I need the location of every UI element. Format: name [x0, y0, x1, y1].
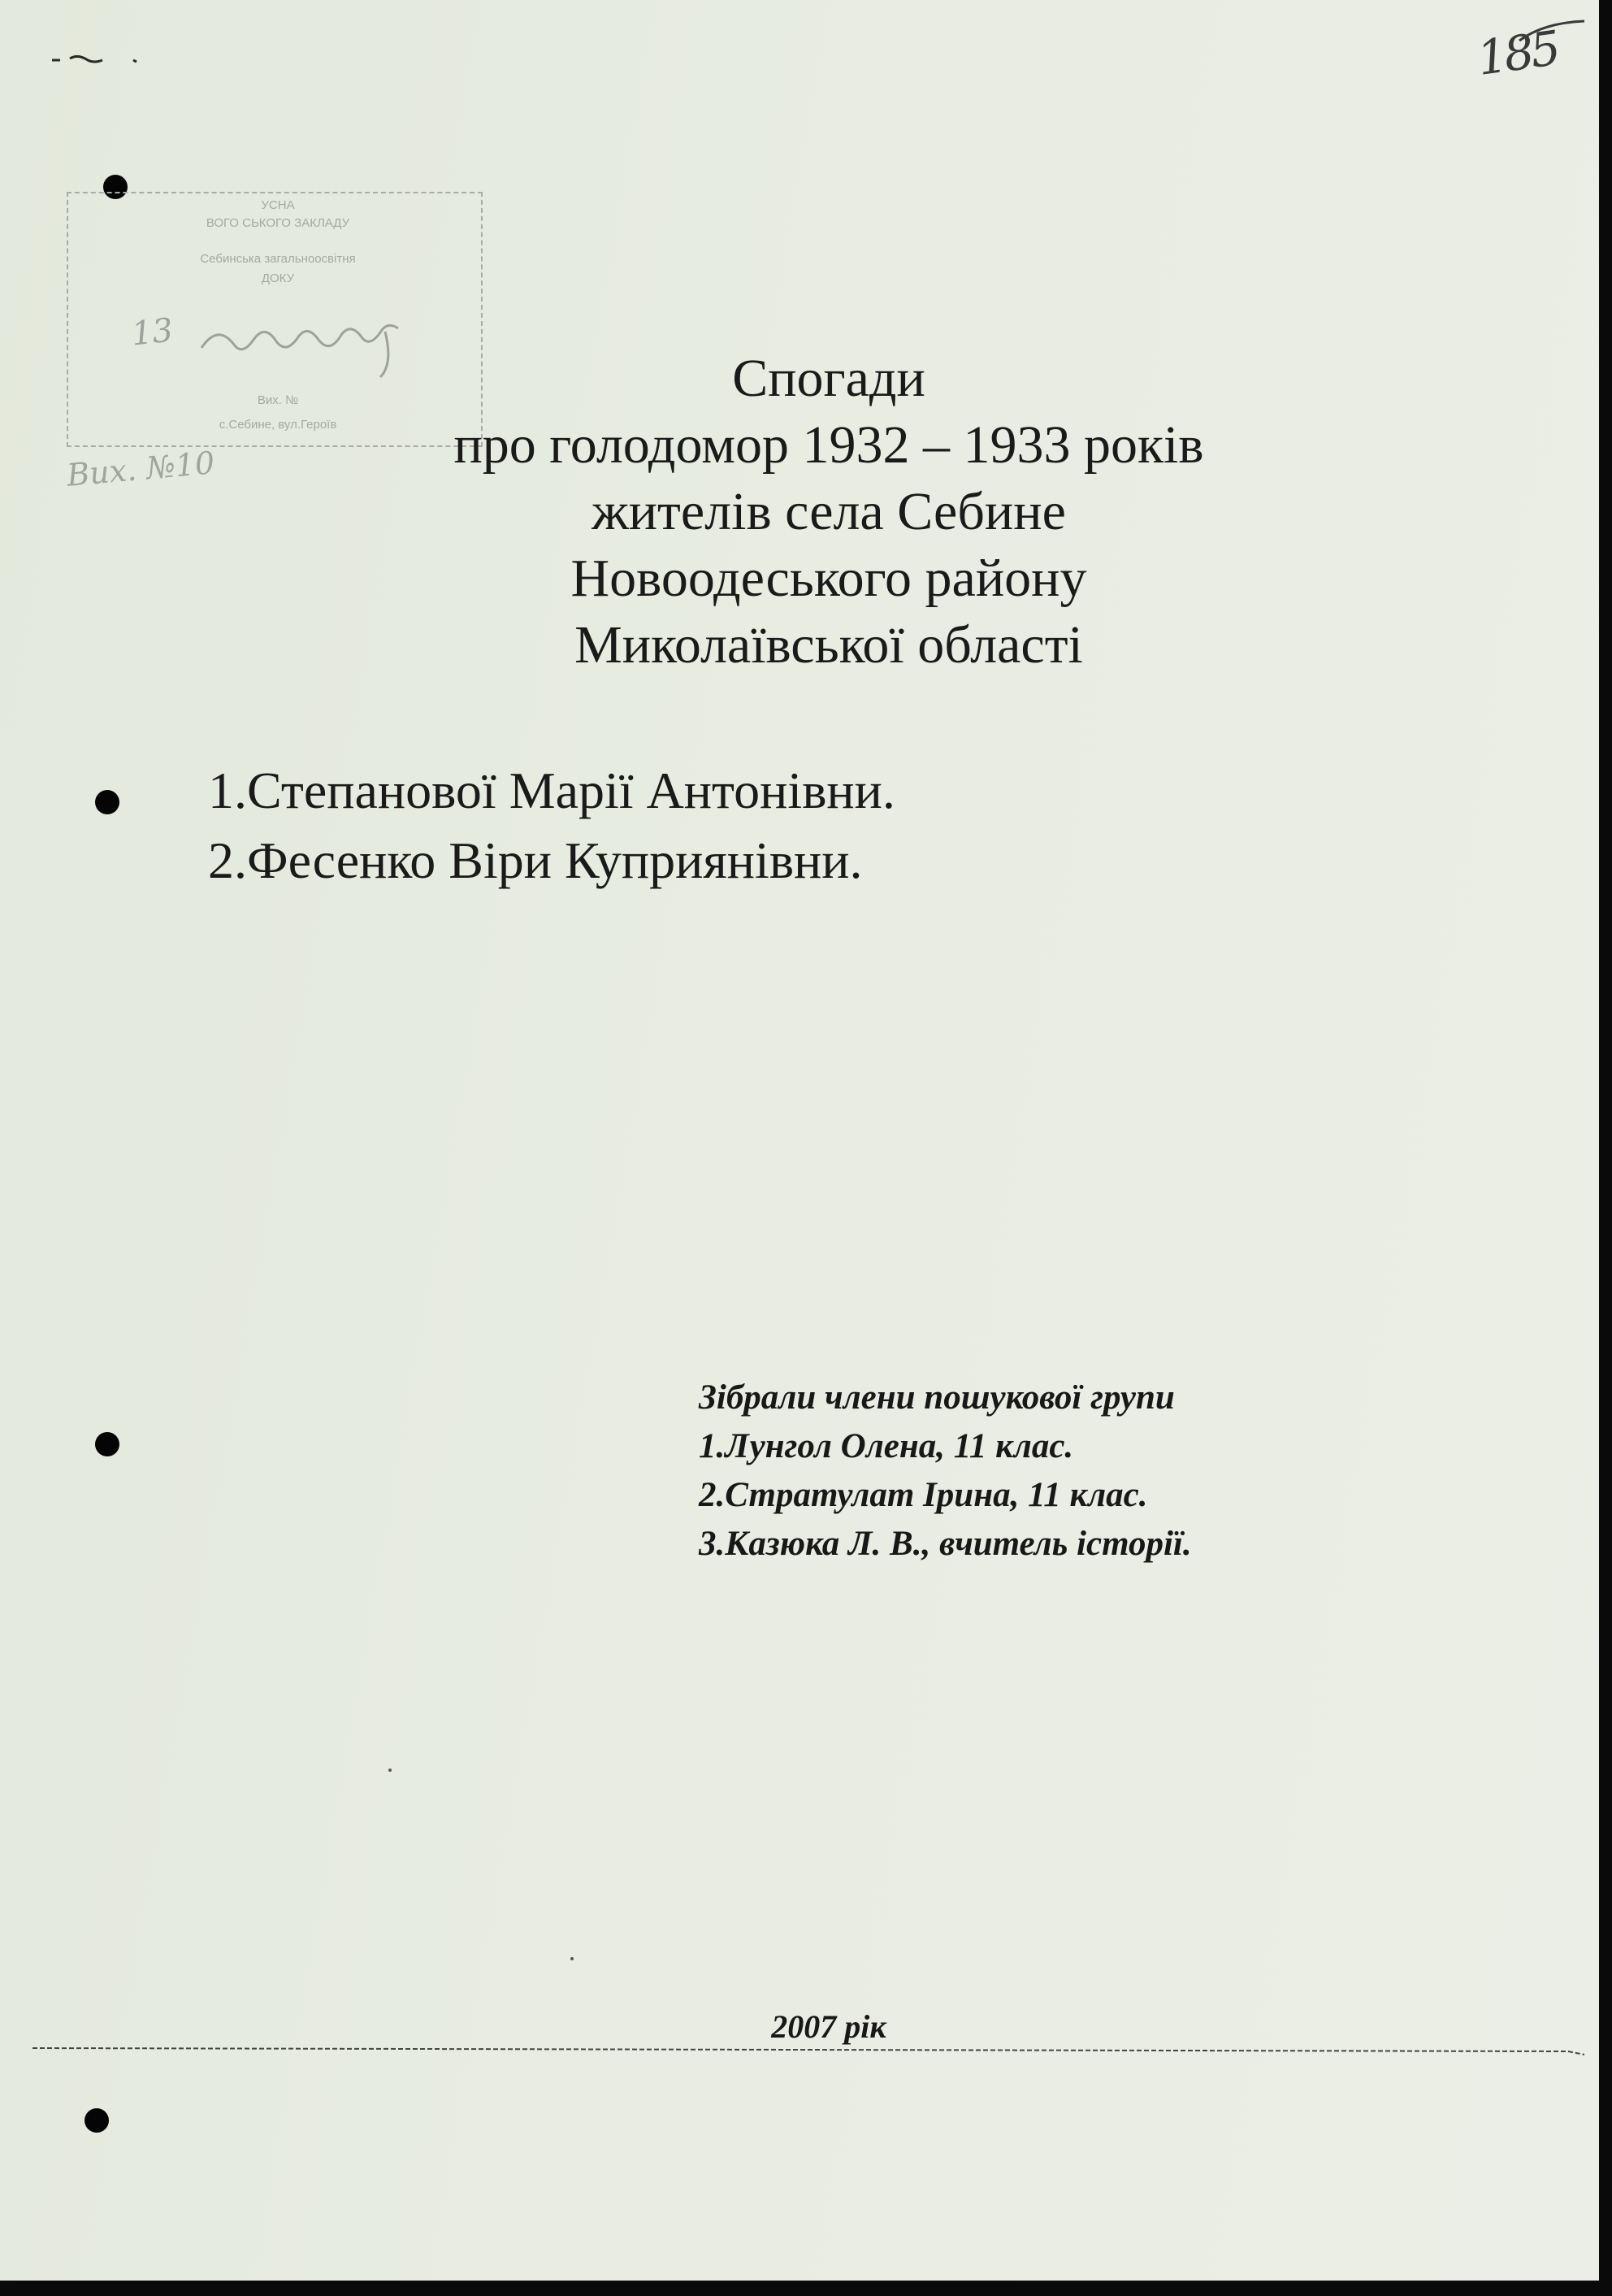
scan-edge-bottom [0, 2281, 1612, 2296]
list-item: 1.Степанової Марії Антонівни. [208, 762, 895, 819]
list-item: 3.Казюка Л. В., вчитель історії. [699, 1525, 1192, 1563]
collectors-block [699, 1374, 1192, 1569]
list-item: 2.Стратулат Ірина, 11 клас. [699, 1476, 1148, 1514]
handwritten-note: Вих. №10 [65, 445, 216, 493]
title-line: жителів села Себине [592, 482, 1066, 541]
list-item: 1.Лунгол Олена, 11 клас. [699, 1427, 1074, 1465]
title-line: про голодомор 1932 – 1933 років [453, 415, 1204, 475]
title-line: Миколаївської області [574, 615, 1083, 675]
dust-speck [388, 1769, 392, 1772]
page-number: 185 [1473, 20, 1562, 87]
title-line: Новоодеського району [570, 549, 1087, 608]
stamp-line: Себинська загальноосвітня [200, 252, 356, 266]
document-title [341, 345, 1316, 679]
punch-hole [95, 790, 119, 814]
scan-edge-right [1599, 0, 1612, 2296]
page-number-flourish [1503, 16, 1592, 49]
document-year: 2007 рік [771, 2008, 886, 2045]
punch-hole [84, 2108, 109, 2133]
dust-speck [570, 1957, 574, 1960]
bottom-rule [32, 2046, 1592, 2058]
stamp-date: 13 [129, 311, 176, 354]
title-line: Спогади [732, 349, 925, 408]
interviewee-list [208, 756, 895, 896]
stamp-line: с.Себине, вул.Героїв [219, 418, 337, 432]
stamp-line: ДОКУ [261, 271, 295, 285]
scan-marks [49, 50, 162, 75]
list-item: 2.Фесенко Віри Куприянівни. [208, 831, 863, 889]
collectors-heading: Зібрали члени пошукової групи [699, 1378, 1175, 1417]
stamp-line: УСНА [261, 198, 295, 212]
stamp-line: Вих. № [257, 393, 299, 407]
punch-hole [95, 1432, 119, 1456]
stamp-line: ВОГО СЬКОГО ЗАКЛАДУ [206, 216, 350, 230]
